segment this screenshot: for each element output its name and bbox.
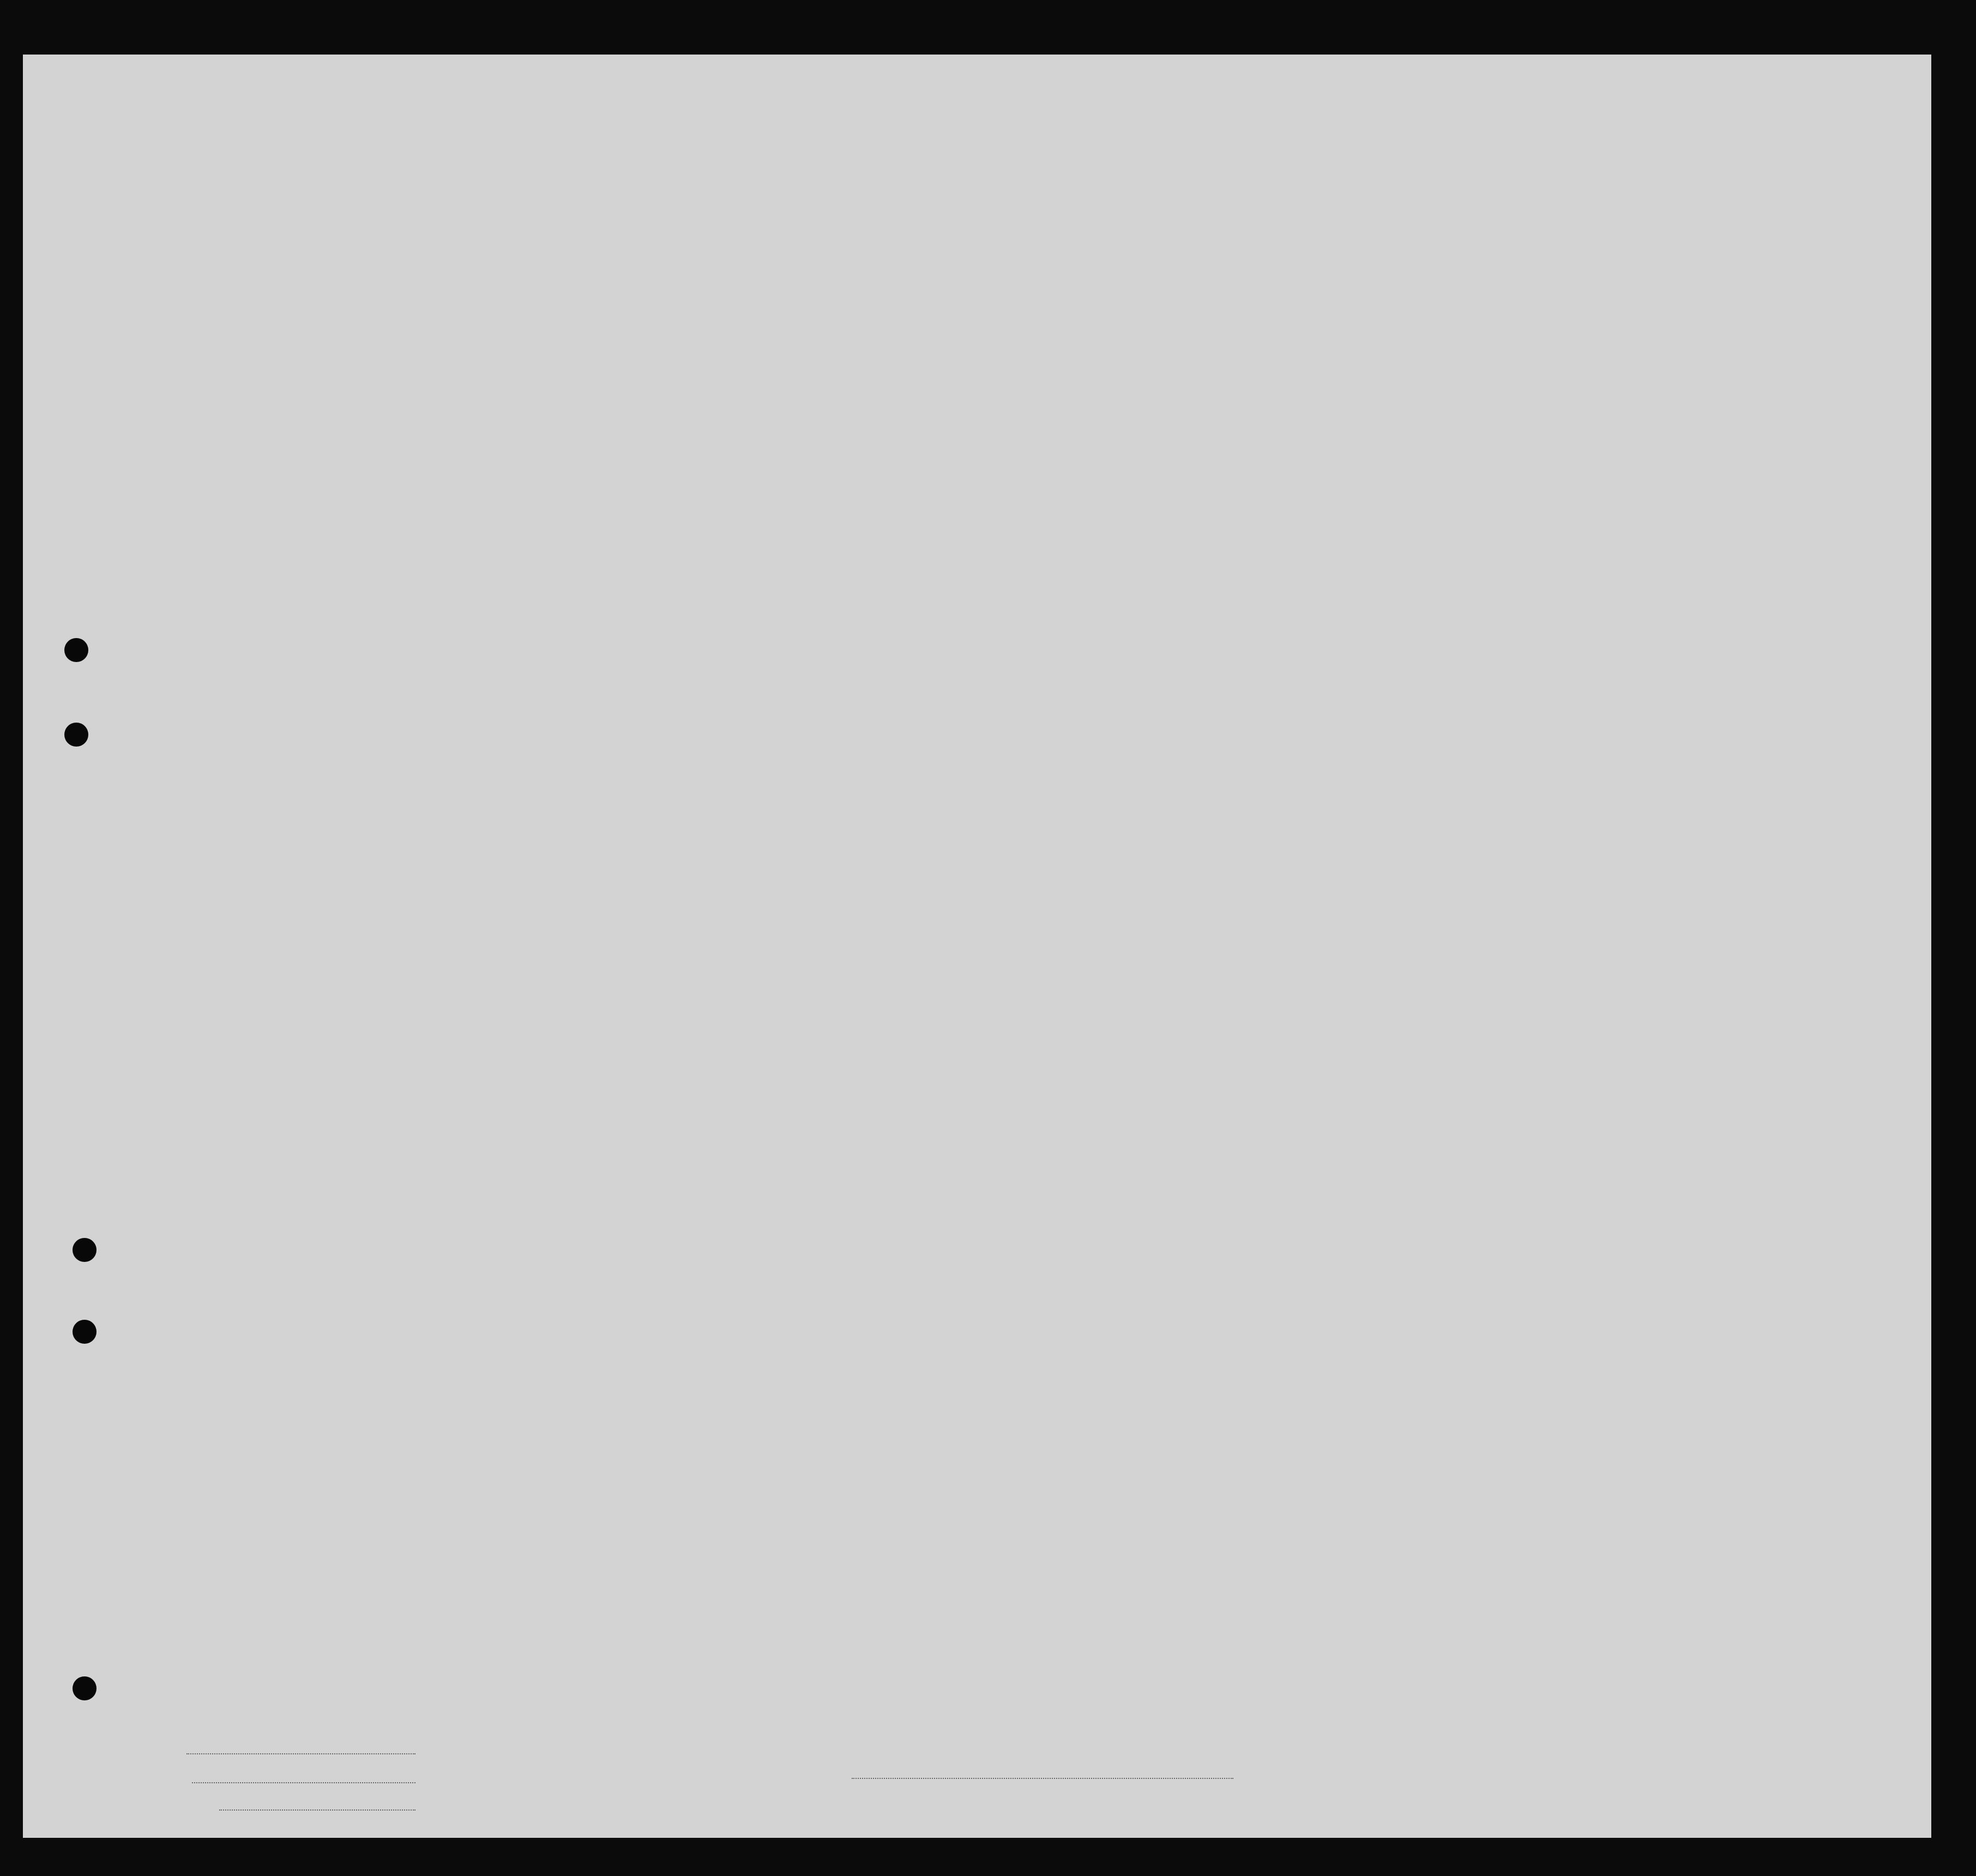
punch-hole (64, 638, 88, 662)
manifest-table (23, 55, 1931, 1838)
punch-hole (73, 1320, 97, 1344)
manifest-sheet (23, 55, 1931, 1838)
punch-hole (73, 1238, 97, 1262)
footer-agents-rule (219, 1809, 415, 1811)
inspector-rule (852, 1778, 1233, 1779)
punch-hole (64, 723, 88, 747)
punch-hole (73, 1676, 97, 1700)
footer-line-rule (186, 1753, 415, 1754)
footer-owners-rule (192, 1782, 415, 1783)
